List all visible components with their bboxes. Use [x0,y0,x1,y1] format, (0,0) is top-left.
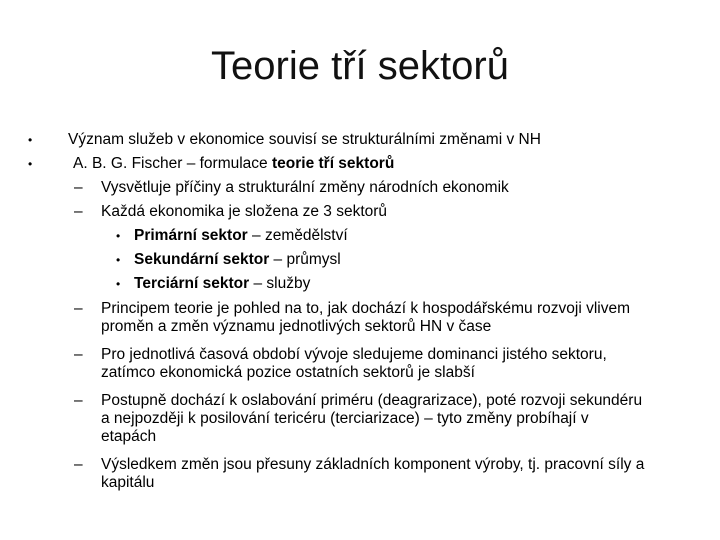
dash-icon: – [74,179,83,196]
list-item [28,452,688,474]
bullet-icon: • [116,277,121,291]
item-text: proměn a změn významu jednotlivých sektorů HN v čase [101,318,492,335]
item-text: a nejpozději k posilování tericéru (terciarizace) – tyto změny probíhají v [101,410,589,427]
slide-title: Teorie tří sektorů [211,44,509,88]
item-text: Pro jednotlivá časová období vývoje sledujeme dominanci jistého sektoru, [101,346,607,363]
list-item [28,248,688,272]
bullet-icon: • [116,253,121,267]
list-item-continuation [28,428,688,446]
list-item [28,200,688,224]
dash-icon: – [74,300,83,317]
item-text: zatímco ekonomická pozice ostatních sektorů je slabší [101,364,475,381]
item-text: – průmysl [269,251,341,268]
item-text: A. B. G. Fischer – formulace [73,155,272,172]
list-item [28,272,688,296]
item-text: Význam služeb v ekonomice souvisí se strukturálními změnami v NH [68,131,541,148]
item-text: – služby [249,275,311,292]
list-item [28,152,688,176]
item-bold-text: Sekundární sektor [134,251,270,268]
list-item [28,128,688,152]
bullet-icon: • [28,157,33,171]
item-bold-text: Primární sektor [134,227,248,244]
dash-icon: – [74,456,83,473]
list-item-continuation [28,318,688,336]
item-bold-text: teorie tří sektorů [271,155,395,172]
list-item-continuation [28,364,688,382]
list-item [28,224,688,248]
item-text: Vysvětluje příčiny a strukturální změny národních ekonomik [101,179,509,196]
list-item [28,176,688,200]
list-item-continuation [28,474,688,492]
item-text: Každá ekonomika je složena ze 3 sektorů [101,203,388,220]
list-item [28,342,688,364]
dash-icon: – [74,203,83,220]
list-item [28,296,688,318]
list-item [28,388,688,410]
item-text: Postupně dochází k oslabování priméru (deagrarizace), poté rozvoji sekundéru [101,392,643,409]
item-bold-text: Terciární sektor [134,275,250,292]
bullet-icon: • [28,133,33,147]
bullet-icon: • [116,229,121,243]
item-text: Principem teorie je pohled na to, jak dochází k hospodářskému rozvoji vlivem [101,300,630,317]
list-item-continuation [28,410,688,428]
slide-body [28,128,688,492]
item-text: etapách [101,428,157,445]
item-text: kapitálu [101,474,155,491]
dash-icon: – [74,346,83,363]
item-text: Výsledkem změn jsou přesuny základních komponent výroby, tj. pracovní síly a [101,456,645,473]
dash-icon: – [74,392,83,409]
item-text: – zemědělství [247,227,348,244]
